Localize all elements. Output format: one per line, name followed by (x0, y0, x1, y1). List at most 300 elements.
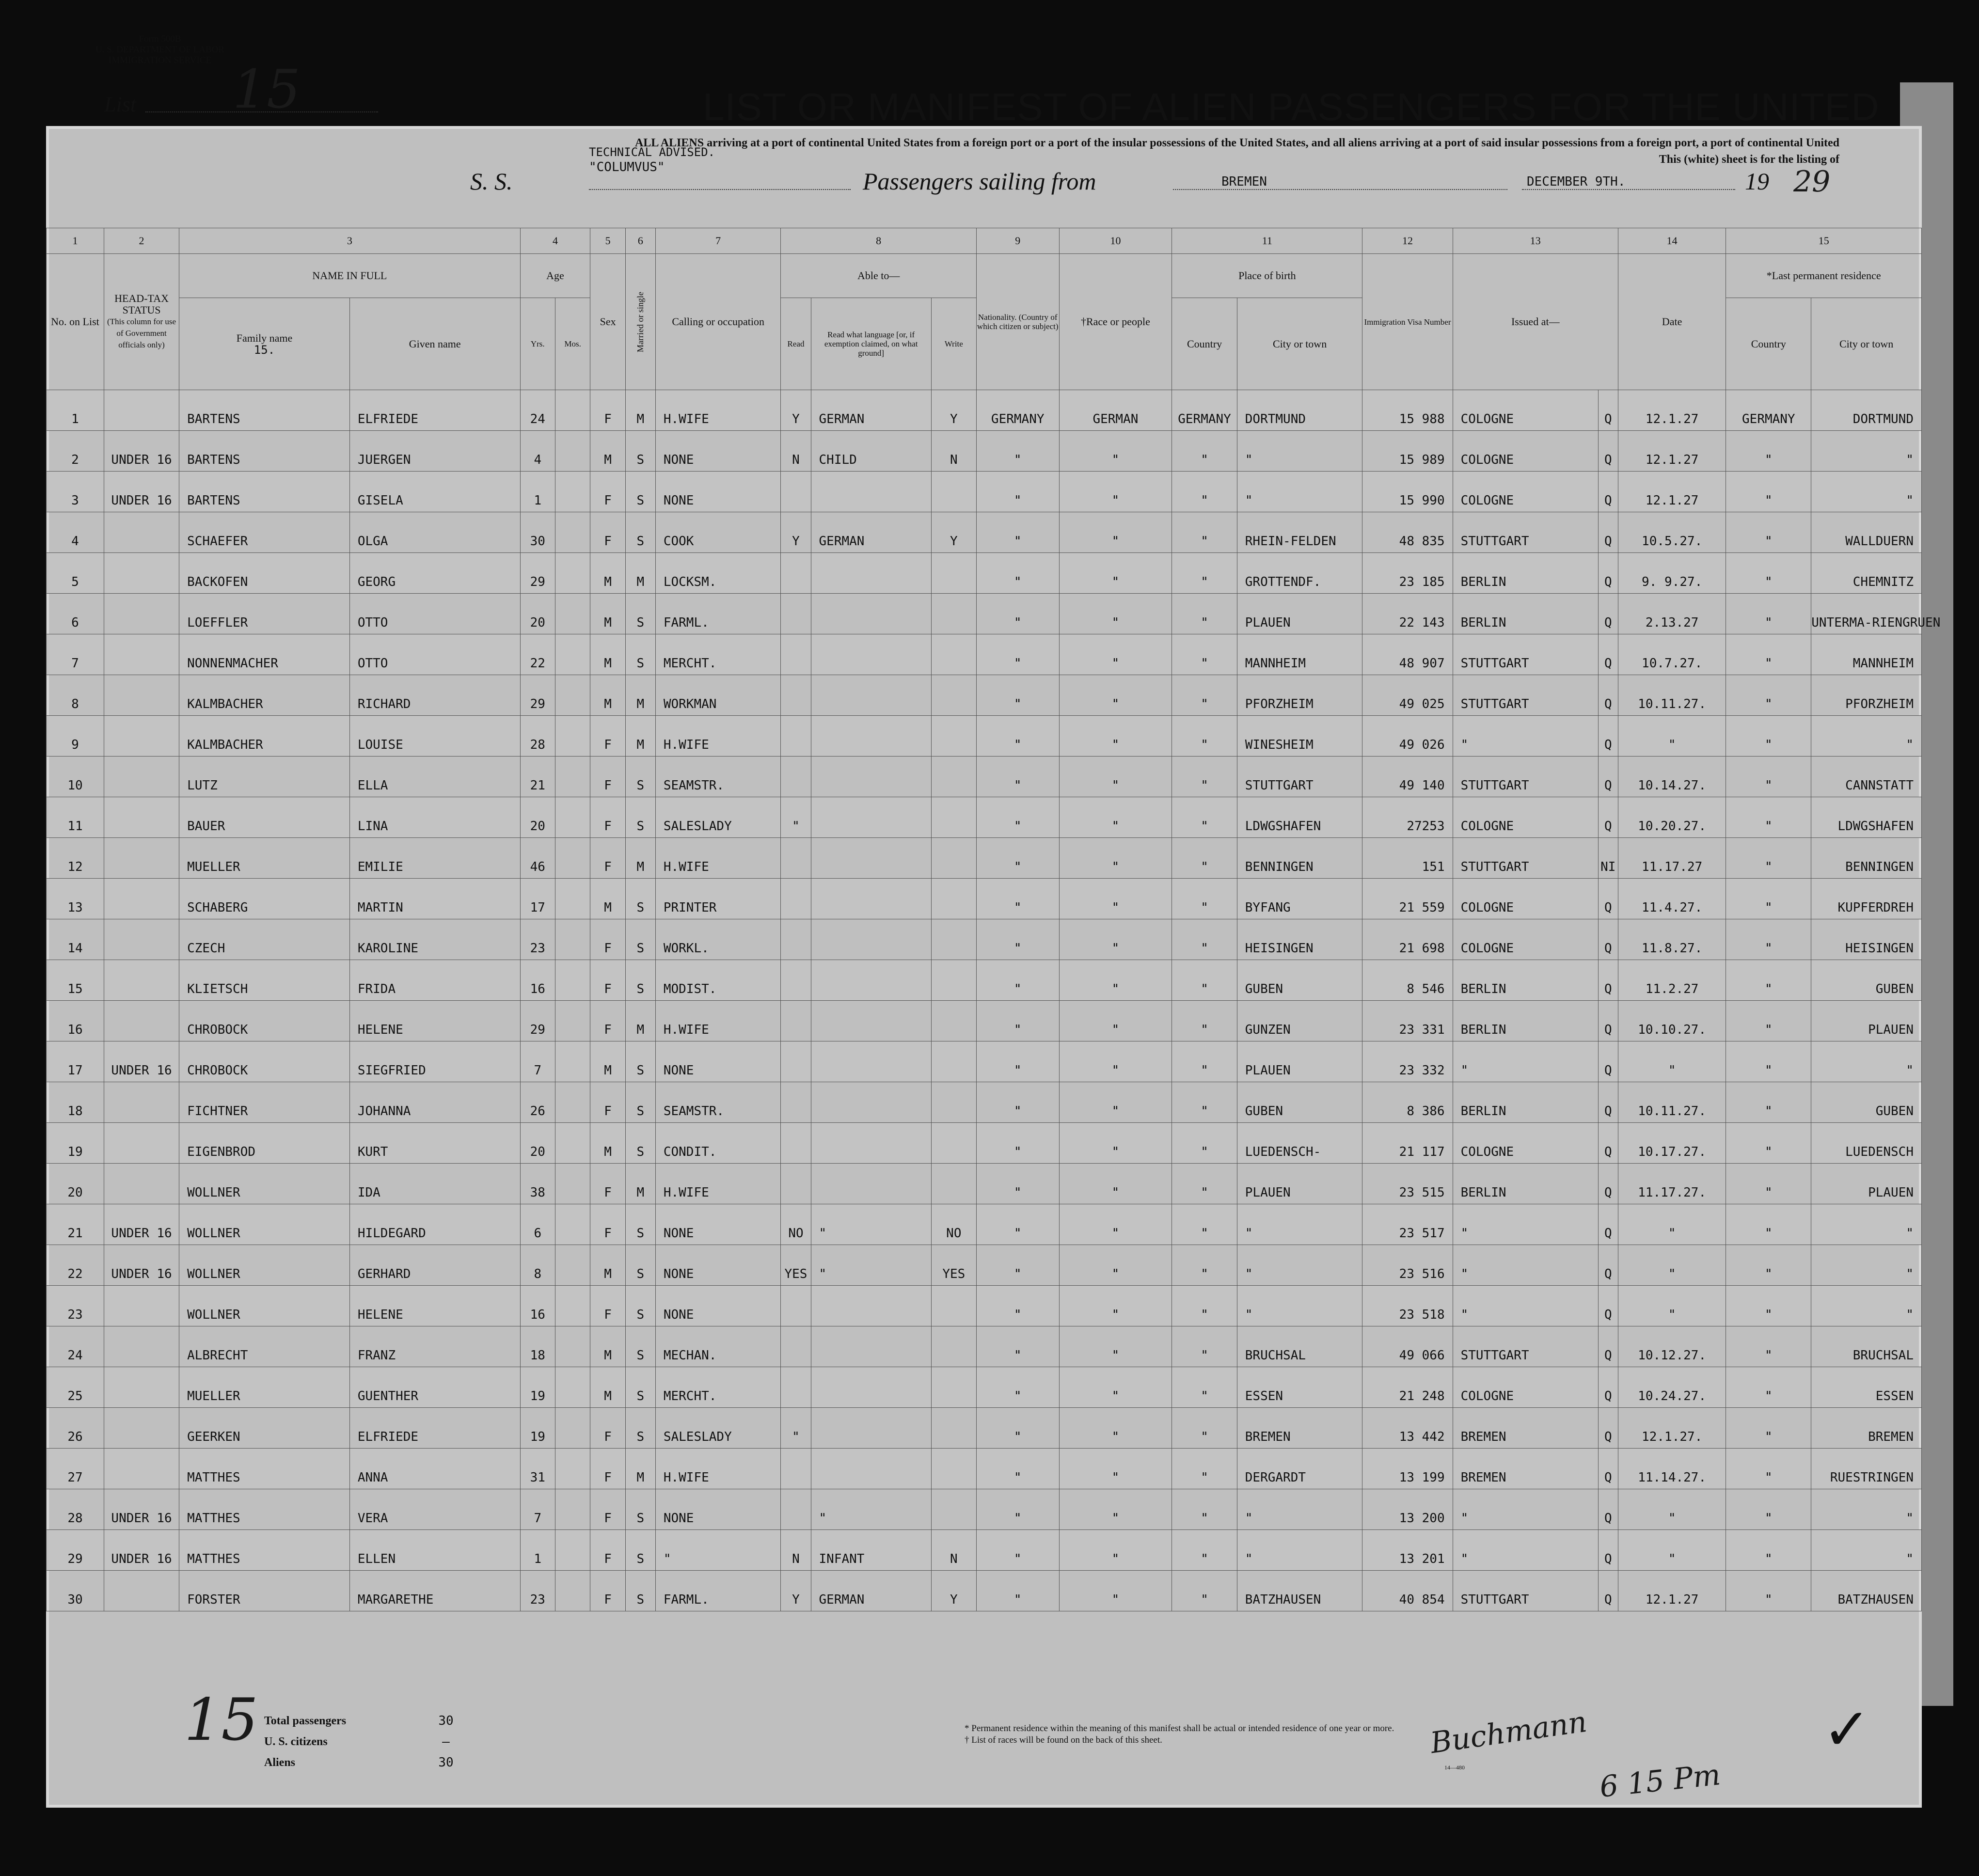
cell-row-number: 5 (47, 553, 104, 594)
cell-age-years: 6 (520, 1204, 555, 1245)
cell-birth-country: " (1172, 1123, 1237, 1164)
cell-row-number: 6 (47, 594, 104, 634)
cell-nationality: " (976, 1449, 1059, 1489)
cell-family-name: BARTENS (179, 431, 350, 472)
cell-residence-country: " (1726, 594, 1811, 634)
cell-age-years: 29 (520, 553, 555, 594)
cell-age-years: 19 (520, 1408, 555, 1449)
cell-read-language: GERMAN (811, 1571, 931, 1611)
cell-can-read: Y (781, 512, 811, 553)
cell-residence-city: WALLDUERN (1811, 512, 1922, 553)
cell-visa-date: 12.1.27. (1618, 1408, 1726, 1449)
port-line (1173, 189, 1507, 190)
form-code: 14—480 (1444, 1764, 1465, 1771)
table-row (47, 1082, 1922, 1123)
cell-nationality: " (976, 716, 1059, 757)
cell-quota-mark: Q (1598, 1123, 1618, 1164)
cell-age-years: 23 (520, 919, 555, 960)
year-label: 19 (1745, 168, 1769, 195)
cell-quota-mark: Q (1598, 1164, 1618, 1204)
cell-age-months (555, 838, 590, 879)
cell-race: " (1059, 1164, 1172, 1204)
cell-read-language (811, 553, 931, 594)
cell-issued-at: " (1453, 716, 1598, 757)
cell-occupation: H.WIFE (655, 838, 781, 879)
cell-family-name: BARTENS (179, 472, 350, 512)
cell-marital-status: S (625, 879, 655, 919)
header-mos: Mos. (555, 298, 590, 390)
cell-nationality: " (976, 1245, 1059, 1286)
cell-issued-at: STUTTGART (1453, 675, 1598, 716)
cell-visa-number: 13 201 (1362, 1530, 1453, 1571)
cell-age-months (555, 1123, 590, 1164)
cell-occupation: NONE (655, 1204, 781, 1245)
cell-birth-country: " (1172, 879, 1237, 919)
cell-race: " (1059, 1489, 1172, 1530)
cell-visa-date: 10.20.27. (1618, 797, 1726, 838)
cell-birth-city: LUEDENSCH- (1237, 1123, 1362, 1164)
header-name-in-full: NAME IN FULL (179, 254, 520, 298)
cell-can-read: N (781, 1530, 811, 1571)
cell-visa-date: 12.1.27 (1618, 472, 1726, 512)
cell-age-years: 23 (520, 1571, 555, 1611)
table-row (47, 1367, 1922, 1408)
cell-can-read: YES (781, 1245, 811, 1286)
cell-read-language (811, 1001, 931, 1041)
cell-age-years: 21 (520, 757, 555, 797)
cell-visa-date: 10.17.27. (1618, 1123, 1726, 1164)
col-num-4: 4 (520, 228, 590, 254)
cell-sex: F (590, 757, 625, 797)
header-no-on-list: No. on List (47, 254, 104, 390)
cell-given-name: MARGARETHE (349, 1571, 520, 1611)
cell-family-name: SCHABERG (179, 879, 350, 919)
cell-quota-mark: Q (1598, 1082, 1618, 1123)
cell-marital-status: S (625, 1489, 655, 1530)
cell-nationality: " (976, 512, 1059, 553)
cell-birth-city: " (1237, 1530, 1362, 1571)
cell-marital-status: M (625, 1001, 655, 1041)
cell-issued-at: COLOGNE (1453, 431, 1598, 472)
cell-given-name: OTTO (349, 634, 520, 675)
cell-sex: F (590, 1449, 625, 1489)
header-last-residence: *Last permanent residence (1726, 254, 1922, 298)
cell-head-tax: UNDER 16 (104, 1530, 179, 1571)
col-num-12: 12 (1362, 228, 1453, 254)
cell-birth-city: LDWGSHAFEN (1237, 797, 1362, 838)
cell-can-read: N (781, 431, 811, 472)
cell-row-number: 12 (47, 838, 104, 879)
cell-occupation: SEAMSTR. (655, 757, 781, 797)
cell-birth-country: " (1172, 1041, 1237, 1082)
cell-race: " (1059, 797, 1172, 838)
cell-can-read: Y (781, 1571, 811, 1611)
cell-residence-city: GUBEN (1811, 1082, 1922, 1123)
cell-visa-date: 12.1.27 (1618, 1571, 1726, 1611)
cell-marital-status: S (625, 594, 655, 634)
cell-race: " (1059, 1245, 1172, 1286)
cell-marital-status: S (625, 1530, 655, 1571)
cell-race: " (1059, 1326, 1172, 1367)
cell-race: " (1059, 757, 1172, 797)
cell-sex: F (590, 1082, 625, 1123)
cell-visa-number: 15 988 (1362, 390, 1453, 431)
cell-can-write (931, 1326, 976, 1367)
table-row (47, 1449, 1922, 1489)
table-row (47, 512, 1922, 553)
cell-issued-at: BERLIN (1453, 1001, 1598, 1041)
check-mark-icon: ✓ (1822, 1696, 1871, 1764)
residence-note: * Permanent residence within the meaning of this manifest shall be actual or intended residence of one year or more. (965, 1723, 1394, 1734)
cell-family-name: ALBRECHT (179, 1326, 350, 1367)
cell-issued-at: COLOGNE (1453, 1367, 1598, 1408)
cell-family-name: WOLLNER (179, 1204, 350, 1245)
family-name-note: 15. (253, 343, 275, 357)
cell-marital-status: S (625, 1123, 655, 1164)
cell-can-write (931, 1001, 976, 1041)
cell-read-language (811, 1367, 931, 1408)
cell-residence-city: HEISINGEN (1811, 919, 1922, 960)
cell-given-name: HELENE (349, 1286, 520, 1326)
cell-read-language (811, 1123, 931, 1164)
cell-visa-date: 12.1.27 (1618, 431, 1726, 472)
table-row (47, 1530, 1922, 1571)
table-row (47, 1123, 1922, 1164)
cell-residence-country: GERMANY (1726, 390, 1811, 431)
footer-notes (965, 1723, 1394, 1746)
cell-head-tax (104, 1449, 179, 1489)
header-read: Read (781, 298, 811, 390)
cell-age-years: 38 (520, 1164, 555, 1204)
cell-age-years: 8 (520, 1245, 555, 1286)
cell-nationality: " (976, 960, 1059, 1001)
cell-visa-number: 13 199 (1362, 1449, 1453, 1489)
cell-visa-date: 10.24.27. (1618, 1367, 1726, 1408)
cell-sex: M (590, 1041, 625, 1082)
cell-head-tax (104, 675, 179, 716)
header-visa: Immigration Visa Number (1362, 254, 1453, 390)
cell-residence-country: " (1726, 1164, 1811, 1204)
cell-occupation: H.WIFE (655, 1001, 781, 1041)
cell-read-language: " (811, 1204, 931, 1245)
cell-can-write (931, 919, 976, 960)
cell-row-number: 1 (47, 390, 104, 431)
cell-head-tax (104, 757, 179, 797)
cell-issued-at: COLOGNE (1453, 879, 1598, 919)
cell-residence-country: " (1726, 1489, 1811, 1530)
cell-visa-number: 21 698 (1362, 919, 1453, 960)
cell-quota-mark: Q (1598, 634, 1618, 675)
cell-head-tax (104, 919, 179, 960)
cell-row-number: 14 (47, 919, 104, 960)
cell-row-number: 23 (47, 1286, 104, 1326)
cell-read-language (811, 1326, 931, 1367)
cell-race: " (1059, 1286, 1172, 1326)
cell-read-language (811, 472, 931, 512)
cell-family-name: WOLLNER (179, 1286, 350, 1326)
cell-residence-country: " (1726, 472, 1811, 512)
cell-given-name: HILDEGARD (349, 1204, 520, 1245)
cell-occupation: H.WIFE (655, 1449, 781, 1489)
cell-family-name: LUTZ (179, 757, 350, 797)
table-row (47, 716, 1922, 757)
sailing-label: Passengers sailing from (863, 168, 1096, 195)
cell-read-language (811, 797, 931, 838)
cell-given-name: KURT (349, 1123, 520, 1164)
cell-occupation: CONDIT. (655, 1123, 781, 1164)
cell-birth-city: " (1237, 1489, 1362, 1530)
cell-given-name: JUERGEN (349, 431, 520, 472)
cell-visa-number: 23 331 (1362, 1001, 1453, 1041)
col-num-6: 6 (625, 228, 655, 254)
header-sex: Sex (590, 254, 625, 390)
cell-can-read (781, 1164, 811, 1204)
cell-family-name: SCHAEFER (179, 512, 350, 553)
cell-visa-number: 23 332 (1362, 1041, 1453, 1082)
cell-birth-city: HEISINGEN (1237, 919, 1362, 960)
cell-can-read (781, 1286, 811, 1326)
header-married: Married or single (625, 254, 655, 390)
cell-can-write: N (931, 1530, 976, 1571)
table-row (47, 594, 1922, 634)
table-row (47, 1245, 1922, 1286)
cell-marital-status: S (625, 1367, 655, 1408)
cell-can-write: N (931, 431, 976, 472)
cell-birth-country: GERMANY (1172, 390, 1237, 431)
cell-birth-city: WINESHEIM (1237, 716, 1362, 757)
cell-sex: F (590, 390, 625, 431)
cell-quota-mark: Q (1598, 1041, 1618, 1082)
cell-residence-city: PFORZHEIM (1811, 675, 1922, 716)
table-row (47, 1041, 1922, 1082)
cell-visa-date: 11.17.27 (1618, 838, 1726, 879)
cell-residence-city: BREMEN (1811, 1408, 1922, 1449)
cell-can-read: " (781, 797, 811, 838)
cell-family-name: KALMBACHER (179, 675, 350, 716)
table-row (47, 960, 1922, 1001)
cell-age-months (555, 594, 590, 634)
cell-race: " (1059, 1571, 1172, 1611)
cell-residence-country: " (1726, 757, 1811, 797)
cell-occupation: NONE (655, 431, 781, 472)
cell-can-write (931, 1041, 976, 1082)
cell-residence-city: " (1811, 1204, 1922, 1245)
cell-quota-mark: Q (1598, 553, 1618, 594)
cell-head-tax (104, 838, 179, 879)
cell-occupation: PRINTER (655, 879, 781, 919)
cell-residence-country: " (1726, 431, 1811, 472)
aliens-label: Aliens (264, 1756, 296, 1769)
header-calling: Calling or occupation (655, 254, 781, 390)
signature-time: 6 15 Pm (1598, 1758, 1722, 1804)
cell-issued-at: STUTTGART (1453, 1326, 1598, 1367)
cell-nationality: " (976, 1164, 1059, 1204)
cell-sex: M (590, 1326, 625, 1367)
cell-residence-country: " (1726, 1367, 1811, 1408)
cell-read-language (811, 1164, 931, 1204)
cell-age-years: 4 (520, 431, 555, 472)
cell-given-name: EMILIE (349, 838, 520, 879)
service-name: IMMIGRATION SERVICE (108, 55, 212, 65)
cell-sex: F (590, 716, 625, 757)
cell-can-write (931, 1489, 976, 1530)
cell-quota-mark: Q (1598, 1489, 1618, 1530)
cell-visa-date: " (1618, 1489, 1726, 1530)
cell-row-number: 9 (47, 716, 104, 757)
cell-row-number: 16 (47, 1001, 104, 1041)
list-number: 15 (233, 58, 301, 120)
cell-marital-status: M (625, 1449, 655, 1489)
cell-race: " (1059, 472, 1172, 512)
cell-nationality: " (976, 1367, 1059, 1408)
cell-visa-number: 13 442 (1362, 1408, 1453, 1449)
cell-visa-number: 49 025 (1362, 675, 1453, 716)
cell-birth-country: " (1172, 797, 1237, 838)
header-write: Write (931, 298, 976, 390)
head-tax-title: HEAD-TAX STATUS (114, 292, 169, 316)
cell-birth-city: " (1237, 1245, 1362, 1286)
cell-age-years: 26 (520, 1082, 555, 1123)
cell-residence-city: UNTERMA-RIENGRUEN (1811, 594, 1922, 634)
cell-sex: F (590, 797, 625, 838)
cell-family-name: KALMBACHER (179, 716, 350, 757)
cell-sex: F (590, 1204, 625, 1245)
cell-can-write: Y (931, 1571, 976, 1611)
cell-birth-city: " (1237, 1204, 1362, 1245)
cell-visa-number: 49 140 (1362, 757, 1453, 797)
cell-visa-date: " (1618, 1245, 1726, 1286)
cell-visa-date: 10.11.27. (1618, 1082, 1726, 1123)
cell-nationality: " (976, 919, 1059, 960)
cell-occupation: MECHAN. (655, 1326, 781, 1367)
cell-quota-mark: Q (1598, 1245, 1618, 1286)
cell-residence-country: " (1726, 553, 1811, 594)
aliens-value: 30 (438, 1755, 454, 1770)
cell-residence-city: " (1811, 431, 1922, 472)
cell-nationality: " (976, 431, 1059, 472)
cell-can-read (781, 553, 811, 594)
cell-occupation: NONE (655, 1041, 781, 1082)
cell-read-language: GERMAN (811, 512, 931, 553)
cell-nationality: " (976, 1123, 1059, 1164)
cell-age-months (555, 1164, 590, 1204)
cell-can-read (781, 1449, 811, 1489)
cell-head-tax (104, 1164, 179, 1204)
cell-race: " (1059, 1449, 1172, 1489)
cell-quota-mark: Q (1598, 1326, 1618, 1367)
cell-birth-country: " (1172, 1489, 1237, 1530)
cell-residence-country: " (1726, 1123, 1811, 1164)
cell-marital-status: S (625, 472, 655, 512)
cell-birth-city: PLAUEN (1237, 594, 1362, 634)
cell-given-name: GEORG (349, 553, 520, 594)
cell-residence-city: KUPFERDREH (1811, 879, 1922, 919)
cell-read-language (811, 1082, 931, 1123)
cell-sex: M (590, 1245, 625, 1286)
cell-row-number: 25 (47, 1367, 104, 1408)
cell-can-write (931, 553, 976, 594)
cell-issued-at: STUTTGART (1453, 838, 1598, 879)
cell-row-number: 20 (47, 1164, 104, 1204)
cell-given-name: GUENTHER (349, 1367, 520, 1408)
cell-read-language (811, 634, 931, 675)
cell-age-months (555, 757, 590, 797)
cell-row-number: 8 (47, 675, 104, 716)
cell-occupation: SEAMSTR. (655, 1082, 781, 1123)
cell-row-number: 30 (47, 1571, 104, 1611)
cell-visa-number: 15 989 (1362, 431, 1453, 472)
cell-residence-country: " (1726, 1204, 1811, 1245)
table-row (47, 1408, 1922, 1449)
us-citizens-value: – (442, 1734, 450, 1749)
cell-quota-mark: Q (1598, 757, 1618, 797)
cell-race: " (1059, 1408, 1172, 1449)
cell-visa-number: 27253 (1362, 797, 1453, 838)
cell-marital-status: S (625, 1245, 655, 1286)
cell-marital-status: S (625, 634, 655, 675)
cell-age-years: 19 (520, 1367, 555, 1408)
cell-can-read (781, 675, 811, 716)
cell-age-months (555, 1408, 590, 1449)
cell-marital-status: S (625, 1571, 655, 1611)
cell-birth-city: MANNHEIM (1237, 634, 1362, 675)
cell-age-years: 1 (520, 1530, 555, 1571)
header-place-of-birth: Place of birth (1172, 254, 1362, 298)
cell-head-tax: UNDER 16 (104, 1245, 179, 1286)
cell-birth-city: PFORZHEIM (1237, 675, 1362, 716)
cell-birth-city: BRUCHSAL (1237, 1326, 1362, 1367)
cell-head-tax (104, 1367, 179, 1408)
cell-head-tax (104, 879, 179, 919)
cell-occupation: H.WIFE (655, 1164, 781, 1204)
cell-age-years: 30 (520, 512, 555, 553)
cell-head-tax (104, 512, 179, 553)
table-row (47, 472, 1922, 512)
cell-visa-date: 2.13.27 (1618, 594, 1726, 634)
cell-residence-city: BATZHAUSEN (1811, 1571, 1922, 1611)
cell-can-read: Y (781, 390, 811, 431)
cell-can-write (931, 716, 976, 757)
cell-residence-country: " (1726, 675, 1811, 716)
cell-birth-city: PLAUEN (1237, 1041, 1362, 1082)
cell-residence-city: DORTMUND (1811, 390, 1922, 431)
cell-can-write (931, 675, 976, 716)
cell-birth-city: ESSEN (1237, 1367, 1362, 1408)
cell-birth-country: " (1172, 512, 1237, 553)
cell-sex: F (590, 1001, 625, 1041)
cell-birth-city: PLAUEN (1237, 1164, 1362, 1204)
cell-quota-mark: Q (1598, 512, 1618, 553)
table-row (47, 1571, 1922, 1611)
table-row (47, 1001, 1922, 1041)
cell-head-tax (104, 960, 179, 1001)
cell-quota-mark: Q (1598, 1530, 1618, 1571)
cell-occupation: " (655, 1530, 781, 1571)
cell-family-name: CZECH (179, 919, 350, 960)
cell-head-tax: UNDER 16 (104, 472, 179, 512)
cell-birth-city: BYFANG (1237, 879, 1362, 919)
cell-age-months (555, 431, 590, 472)
table-row (47, 390, 1922, 431)
totals-labels (264, 1711, 346, 1773)
cell-row-number: 11 (47, 797, 104, 838)
col-num-13: 13 (1453, 228, 1618, 254)
cell-residence-city: PLAUEN (1811, 1001, 1922, 1041)
cell-row-number: 18 (47, 1082, 104, 1123)
cell-marital-status: M (625, 716, 655, 757)
cell-age-years: 16 (520, 1286, 555, 1326)
cell-sex: F (590, 838, 625, 879)
